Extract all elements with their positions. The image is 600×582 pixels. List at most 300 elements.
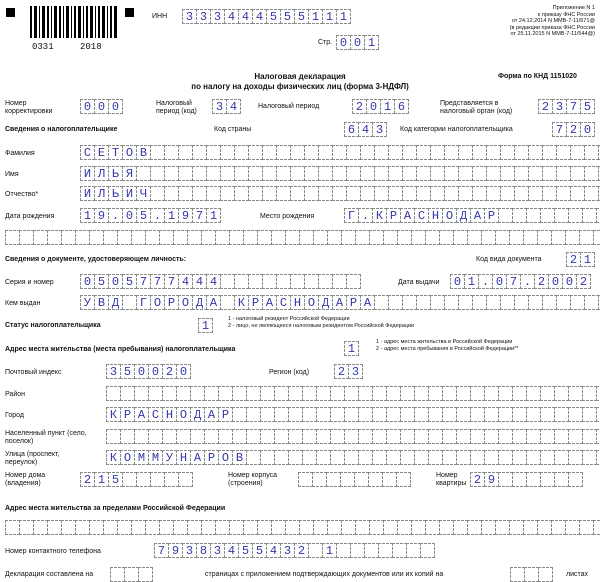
char-cell	[260, 450, 275, 465]
settlement-field[interactable]	[106, 429, 600, 443]
char-cell	[400, 407, 415, 422]
char-cell	[467, 520, 482, 535]
status-label: Статус налогоплательщика	[5, 322, 101, 329]
char-cell: 5	[280, 9, 295, 24]
char-cell	[302, 450, 317, 465]
char-cell	[330, 450, 345, 465]
char-cell	[164, 145, 179, 160]
char-cell	[340, 472, 355, 487]
char-cell	[318, 274, 333, 289]
char-cell	[316, 407, 331, 422]
char-cell	[369, 230, 384, 245]
char-cell	[509, 230, 524, 245]
char-cell	[304, 274, 319, 289]
char-cell	[556, 295, 571, 310]
char-cell	[336, 543, 351, 558]
char-cell	[556, 145, 571, 160]
char-cell	[204, 386, 219, 401]
char-cell	[430, 295, 445, 310]
char-cell	[456, 386, 471, 401]
char-cell	[246, 386, 261, 401]
char-cell	[392, 543, 407, 558]
char-cell	[416, 145, 431, 160]
char-cell	[556, 166, 571, 181]
country-code-field[interactable]	[344, 122, 386, 136]
char-cell	[453, 520, 468, 535]
char-cell	[285, 520, 300, 535]
char-cell	[316, 450, 331, 465]
char-cell	[246, 429, 261, 444]
char-cell	[276, 186, 291, 201]
char-cell	[312, 472, 327, 487]
char-cell	[397, 520, 412, 535]
char-cell	[582, 386, 597, 401]
char-cell: О	[122, 145, 137, 160]
house-label: Номер дома (владения)	[5, 472, 46, 487]
char-cell: 0	[176, 364, 191, 379]
char-cell	[262, 274, 277, 289]
birth-place-continuation-field[interactable]	[5, 230, 600, 244]
patronymic-field[interactable]	[80, 186, 600, 200]
char-cell	[528, 295, 543, 310]
char-cell	[330, 407, 345, 422]
char-cell: Д	[190, 407, 205, 422]
building-field[interactable]	[298, 472, 410, 486]
char-cell	[556, 186, 571, 201]
char-cell	[444, 145, 459, 160]
char-cell: Д	[456, 208, 471, 223]
inn-field[interactable]	[182, 9, 350, 23]
char-cell	[458, 166, 473, 181]
char-cell	[159, 230, 174, 245]
char-cell	[243, 230, 258, 245]
taxpayer-section-title: Сведения о налогоплательщике	[5, 126, 118, 133]
char-cell	[75, 230, 90, 245]
char-cell: 4	[224, 9, 239, 24]
status-field[interactable]	[198, 318, 212, 332]
barcode-left-number: 0331	[32, 42, 54, 52]
char-cell	[512, 386, 527, 401]
char-cell: С	[414, 208, 429, 223]
char-cell	[453, 230, 468, 245]
correction-number-field[interactable]	[80, 99, 122, 113]
corner-marker	[6, 8, 15, 17]
char-cell	[582, 407, 597, 422]
tax-year-label: Налоговый период	[258, 103, 320, 110]
category-code-label: Код категории налогоплательщика	[400, 126, 513, 133]
char-cell: 0	[134, 364, 149, 379]
char-cell	[584, 166, 599, 181]
char-cell: К	[106, 407, 121, 422]
char-cell: .	[150, 208, 165, 223]
char-cell	[526, 386, 541, 401]
period-code-label: Налоговый период (код)	[156, 100, 197, 115]
char-cell	[579, 520, 594, 535]
char-cell	[484, 407, 499, 422]
char-cell	[568, 208, 583, 223]
form-title: Налоговая декларация	[254, 72, 346, 81]
phone-field[interactable]	[154, 543, 434, 557]
char-cell: 1	[206, 208, 221, 223]
char-cell	[355, 230, 370, 245]
char-cell	[484, 450, 499, 465]
char-cell	[248, 274, 263, 289]
char-cell	[145, 230, 160, 245]
char-cell	[344, 450, 359, 465]
char-cell	[330, 386, 345, 401]
char-cell: 0	[562, 274, 577, 289]
series-number-field[interactable]	[80, 274, 360, 288]
page-count-field[interactable]	[110, 567, 152, 581]
char-cell: Г	[344, 208, 359, 223]
char-cell	[481, 230, 496, 245]
char-cell: 6	[394, 99, 409, 114]
char-cell	[386, 450, 401, 465]
char-cell	[430, 186, 445, 201]
char-cell	[327, 230, 342, 245]
char-cell	[206, 145, 221, 160]
char-cell	[554, 429, 569, 444]
char-cell: 2	[576, 274, 591, 289]
char-cell	[248, 166, 263, 181]
char-cell	[299, 520, 314, 535]
char-cell	[290, 145, 305, 160]
char-cell: О	[150, 295, 165, 310]
char-cell: 5	[266, 9, 281, 24]
char-cell	[162, 429, 177, 444]
char-cell	[582, 429, 597, 444]
street-field[interactable]	[106, 450, 600, 464]
char-cell	[234, 186, 249, 201]
abroad-address-field[interactable]	[5, 520, 600, 534]
birth-place-field[interactable]	[344, 208, 600, 222]
char-cell	[232, 407, 247, 422]
char-cell	[472, 186, 487, 201]
char-cell	[220, 274, 235, 289]
birth-place-label: Место рождения	[260, 213, 315, 220]
char-cell	[290, 186, 305, 201]
address-type-options: 1 - адрес места жительства в Российской Федерации 2 - адрес места пребывания в Российской Федерации**	[376, 339, 519, 352]
char-cell	[232, 386, 247, 401]
abroad-section-title: Адрес места жительства за пределами Российской Федерации	[5, 505, 226, 512]
char-cell	[568, 472, 583, 487]
char-cell: А	[204, 407, 219, 422]
char-cell	[178, 166, 193, 181]
char-cell	[470, 429, 485, 444]
char-cell: 0	[148, 364, 163, 379]
char-cell	[495, 520, 510, 535]
char-cell: 3	[348, 364, 363, 379]
char-cell	[542, 145, 557, 160]
char-cell	[332, 274, 347, 289]
char-cell: 5	[580, 99, 595, 114]
city-label: Город	[5, 412, 24, 419]
inn-label: ИНН	[152, 13, 168, 20]
address-type-field[interactable]	[344, 341, 358, 355]
char-cell: Ч	[136, 186, 151, 201]
char-cell	[134, 429, 149, 444]
district-field[interactable]	[106, 386, 600, 400]
char-cell	[61, 520, 76, 535]
char-cell	[388, 295, 403, 310]
char-cell	[414, 450, 429, 465]
char-cell	[192, 186, 207, 201]
char-cell	[596, 407, 600, 422]
char-cell	[509, 520, 524, 535]
char-cell: 0	[492, 274, 507, 289]
char-cell	[346, 145, 361, 160]
barcode-right-number: 2018	[80, 42, 102, 52]
period-code-field[interactable]	[212, 99, 240, 113]
char-cell	[396, 472, 411, 487]
char-cell	[33, 520, 48, 535]
char-cell	[540, 386, 555, 401]
char-cell	[584, 186, 599, 201]
char-cell	[220, 186, 235, 201]
char-cell	[187, 230, 202, 245]
char-cell	[582, 208, 597, 223]
char-cell	[276, 166, 291, 181]
char-cell	[584, 295, 599, 310]
char-cell	[425, 230, 440, 245]
char-cell: 7	[154, 543, 169, 558]
char-cell	[290, 166, 305, 181]
char-cell	[456, 450, 471, 465]
char-cell	[510, 567, 525, 582]
char-cell: Д	[318, 295, 333, 310]
char-cell: 4	[178, 274, 193, 289]
char-cell: 6	[344, 122, 359, 137]
surname-field[interactable]	[80, 145, 600, 159]
char-cell: 5	[136, 208, 151, 223]
char-cell	[215, 230, 230, 245]
char-cell	[554, 386, 569, 401]
char-cell	[204, 429, 219, 444]
name-field[interactable]	[80, 166, 600, 180]
char-cell: Т	[108, 145, 123, 160]
char-cell	[512, 450, 527, 465]
char-cell	[360, 145, 375, 160]
char-cell: Г	[136, 295, 151, 310]
char-cell	[400, 429, 415, 444]
char-cell	[274, 386, 289, 401]
char-cell	[540, 407, 555, 422]
tax-year-field[interactable]	[352, 99, 408, 113]
char-cell	[122, 472, 137, 487]
char-cell	[593, 520, 600, 535]
char-cell	[316, 386, 331, 401]
char-cell: 2	[566, 252, 581, 267]
char-cell	[540, 450, 555, 465]
char-cell	[262, 166, 277, 181]
region-field[interactable]	[334, 364, 362, 378]
char-cell: О	[178, 295, 193, 310]
char-cell	[430, 145, 445, 160]
char-cell	[416, 295, 431, 310]
char-cell	[523, 520, 538, 535]
char-cell	[358, 386, 373, 401]
corner-marker	[125, 8, 134, 17]
char-cell	[512, 407, 527, 422]
char-cell	[542, 166, 557, 181]
char-cell	[164, 186, 179, 201]
char-cell	[514, 145, 529, 160]
char-cell	[150, 166, 165, 181]
char-cell: 0	[122, 208, 137, 223]
char-cell: 5	[252, 543, 267, 558]
issuer-field[interactable]	[80, 295, 600, 309]
house-field[interactable]	[80, 472, 192, 486]
char-cell	[470, 450, 485, 465]
zip-field[interactable]	[106, 364, 190, 378]
char-cell	[341, 520, 356, 535]
char-cell	[148, 386, 163, 401]
appendix-note: Приложение N 1 к приказу ФНС России от 24.12.2014 N ММВ-7-11/671@ (в редакции приказа ФНС России от 25.11.2015 N ММВ-7-11/544@)	[509, 5, 595, 37]
char-cell	[388, 166, 403, 181]
char-cell: 9	[94, 208, 109, 223]
char-cell: О	[218, 450, 233, 465]
char-cell	[372, 450, 387, 465]
char-cell	[400, 386, 415, 401]
char-cell	[596, 450, 600, 465]
city-field[interactable]	[106, 407, 600, 421]
char-cell	[243, 520, 258, 535]
char-cell: К	[234, 295, 249, 310]
char-cell	[215, 520, 230, 535]
char-cell: У	[80, 295, 95, 310]
char-cell	[540, 208, 555, 223]
char-cell	[444, 295, 459, 310]
patronymic-label: Отчество*	[5, 191, 39, 198]
char-cell	[288, 407, 303, 422]
char-cell: 2	[162, 364, 177, 379]
birth-date-field[interactable]	[80, 208, 220, 222]
char-cell: 5	[122, 274, 137, 289]
char-cell	[159, 520, 174, 535]
char-cell: 0	[450, 274, 465, 289]
char-cell: Р	[484, 208, 499, 223]
char-cell: 3	[552, 99, 567, 114]
char-cell	[374, 186, 389, 201]
char-cell	[382, 472, 397, 487]
char-cell	[582, 450, 597, 465]
char-cell	[425, 520, 440, 535]
char-cell	[120, 429, 135, 444]
char-cell	[318, 145, 333, 160]
birth-date-label: Дата рождения	[5, 213, 55, 220]
char-cell: 1	[322, 9, 337, 24]
char-cell	[470, 407, 485, 422]
char-cell: 9	[484, 472, 499, 487]
char-cell	[542, 186, 557, 201]
char-cell	[402, 295, 417, 310]
char-cell	[19, 520, 34, 535]
char-cell	[285, 230, 300, 245]
char-cell	[360, 166, 375, 181]
char-cell	[190, 429, 205, 444]
char-cell	[537, 230, 552, 245]
char-cell	[220, 166, 235, 181]
char-cell	[190, 386, 205, 401]
char-cell	[136, 166, 151, 181]
char-cell	[248, 186, 263, 201]
page-number-field[interactable]	[336, 35, 378, 49]
char-cell	[542, 295, 557, 310]
char-cell	[260, 386, 275, 401]
settlement-label: Населенный пункт (село, поселок)	[5, 430, 87, 445]
char-cell: Ь	[108, 186, 123, 201]
char-cell	[117, 230, 132, 245]
char-cell	[565, 520, 580, 535]
flat-field[interactable]	[470, 472, 582, 486]
issue-date-field[interactable]	[450, 274, 590, 288]
char-cell	[288, 450, 303, 465]
char-cell: М	[148, 450, 163, 465]
char-cell	[308, 543, 323, 558]
char-cell	[372, 386, 387, 401]
char-cell	[75, 520, 90, 535]
char-cell: С	[148, 407, 163, 422]
char-cell	[416, 166, 431, 181]
char-cell	[402, 186, 417, 201]
char-cell	[302, 429, 317, 444]
char-cell: 9	[178, 208, 193, 223]
char-cell: 5	[120, 364, 135, 379]
char-cell	[484, 386, 499, 401]
char-cell: 4	[252, 9, 267, 24]
document-code-field[interactable]	[566, 252, 594, 266]
char-cell	[397, 230, 412, 245]
char-cell: 0	[350, 35, 365, 50]
char-cell: .	[478, 274, 493, 289]
char-cell: Н	[176, 450, 191, 465]
char-cell	[579, 230, 594, 245]
tax-authority-field[interactable]	[538, 99, 594, 113]
category-code-field[interactable]	[552, 122, 594, 136]
char-cell	[570, 295, 585, 310]
char-cell: 3	[210, 543, 225, 558]
char-cell	[439, 230, 454, 245]
char-cell	[162, 386, 177, 401]
char-cell: 5	[94, 274, 109, 289]
char-cell	[500, 295, 515, 310]
char-cell	[299, 230, 314, 245]
char-cell: 1	[164, 208, 179, 223]
char-cell	[406, 543, 421, 558]
sheet-count-field[interactable]	[510, 567, 552, 581]
char-cell: 4	[192, 274, 207, 289]
char-cell	[19, 230, 34, 245]
char-cell	[234, 166, 249, 181]
char-cell	[388, 186, 403, 201]
char-cell	[332, 145, 347, 160]
char-cell	[330, 429, 345, 444]
char-cell	[540, 472, 555, 487]
char-cell	[47, 230, 62, 245]
char-cell	[178, 472, 193, 487]
char-cell	[512, 429, 527, 444]
char-cell	[257, 520, 272, 535]
char-cell	[304, 145, 319, 160]
char-cell	[500, 145, 515, 160]
char-cell	[274, 429, 289, 444]
char-cell	[593, 230, 600, 245]
char-cell	[514, 186, 529, 201]
char-cell	[148, 429, 163, 444]
char-cell	[570, 186, 585, 201]
char-cell	[89, 230, 104, 245]
char-cell	[136, 472, 151, 487]
